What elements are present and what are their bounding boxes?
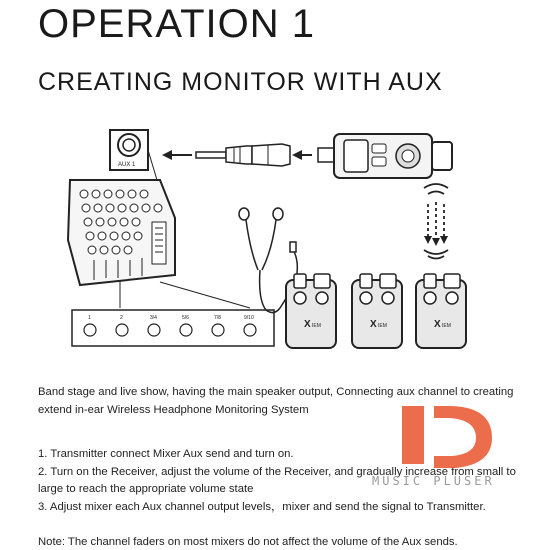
step-3-text: 3. Adjust mixer each Aux channel output levels，mixer and send the signal to Transmitter. <box>38 501 486 513</box>
arrow-left-icon <box>292 150 312 160</box>
receiver-brand: X <box>370 319 377 330</box>
operation-diagram <box>0 110 550 360</box>
channel-label: 7/8 <box>214 315 221 321</box>
intro-text-line: extend in-ear Wireless Headphone Monitoring System <box>38 404 309 416</box>
aux-label: AUX 1 <box>118 162 136 168</box>
channel-label: 1 <box>88 315 91 321</box>
step-2-text: 2. Turn on the Receiver, adjust the volume of the Receiver, and gradually increase from small to <box>38 466 516 478</box>
arrow-left-icon <box>162 150 192 160</box>
receiver-device <box>286 274 336 348</box>
receiver-brand: X <box>304 319 311 330</box>
channel-strip-detail <box>72 310 274 346</box>
wireless-signal-icon <box>424 184 448 259</box>
receiver-device <box>416 274 466 348</box>
receiver-model: IEM <box>312 323 321 329</box>
receiver-device <box>352 274 402 348</box>
channel-label: 5/6 <box>182 315 189 321</box>
transmitter-device <box>318 134 452 178</box>
channel-label: 9/10 <box>244 315 254 321</box>
step-1-text: 1. Transmitter connect Mixer Aux send and turn on. <box>38 448 294 460</box>
page-title: OPERATION 1 <box>38 2 315 46</box>
xlr-cable-icon <box>196 144 290 166</box>
channel-label: 2 <box>120 315 123 321</box>
channel-label: 3/4 <box>150 315 157 321</box>
mixer-device <box>68 180 250 308</box>
step-2-text-continued: large to reach the appropriate volume state <box>38 483 254 495</box>
watermark-text: MUSIC PLUSER <box>372 474 495 488</box>
receiver-model: IEM <box>378 323 387 329</box>
note-text: Note: The channel faders on most mixers do not affect the volume of the Aux sends. <box>38 536 458 548</box>
intro-text-line: Band stage and live show, having the main speaker output, Connecting aux channel to creating <box>38 386 514 398</box>
receiver-model: IEM <box>442 323 451 329</box>
receiver-brand: X <box>434 319 441 330</box>
page-subtitle: CREATING MONITOR WITH AUX <box>38 68 443 96</box>
